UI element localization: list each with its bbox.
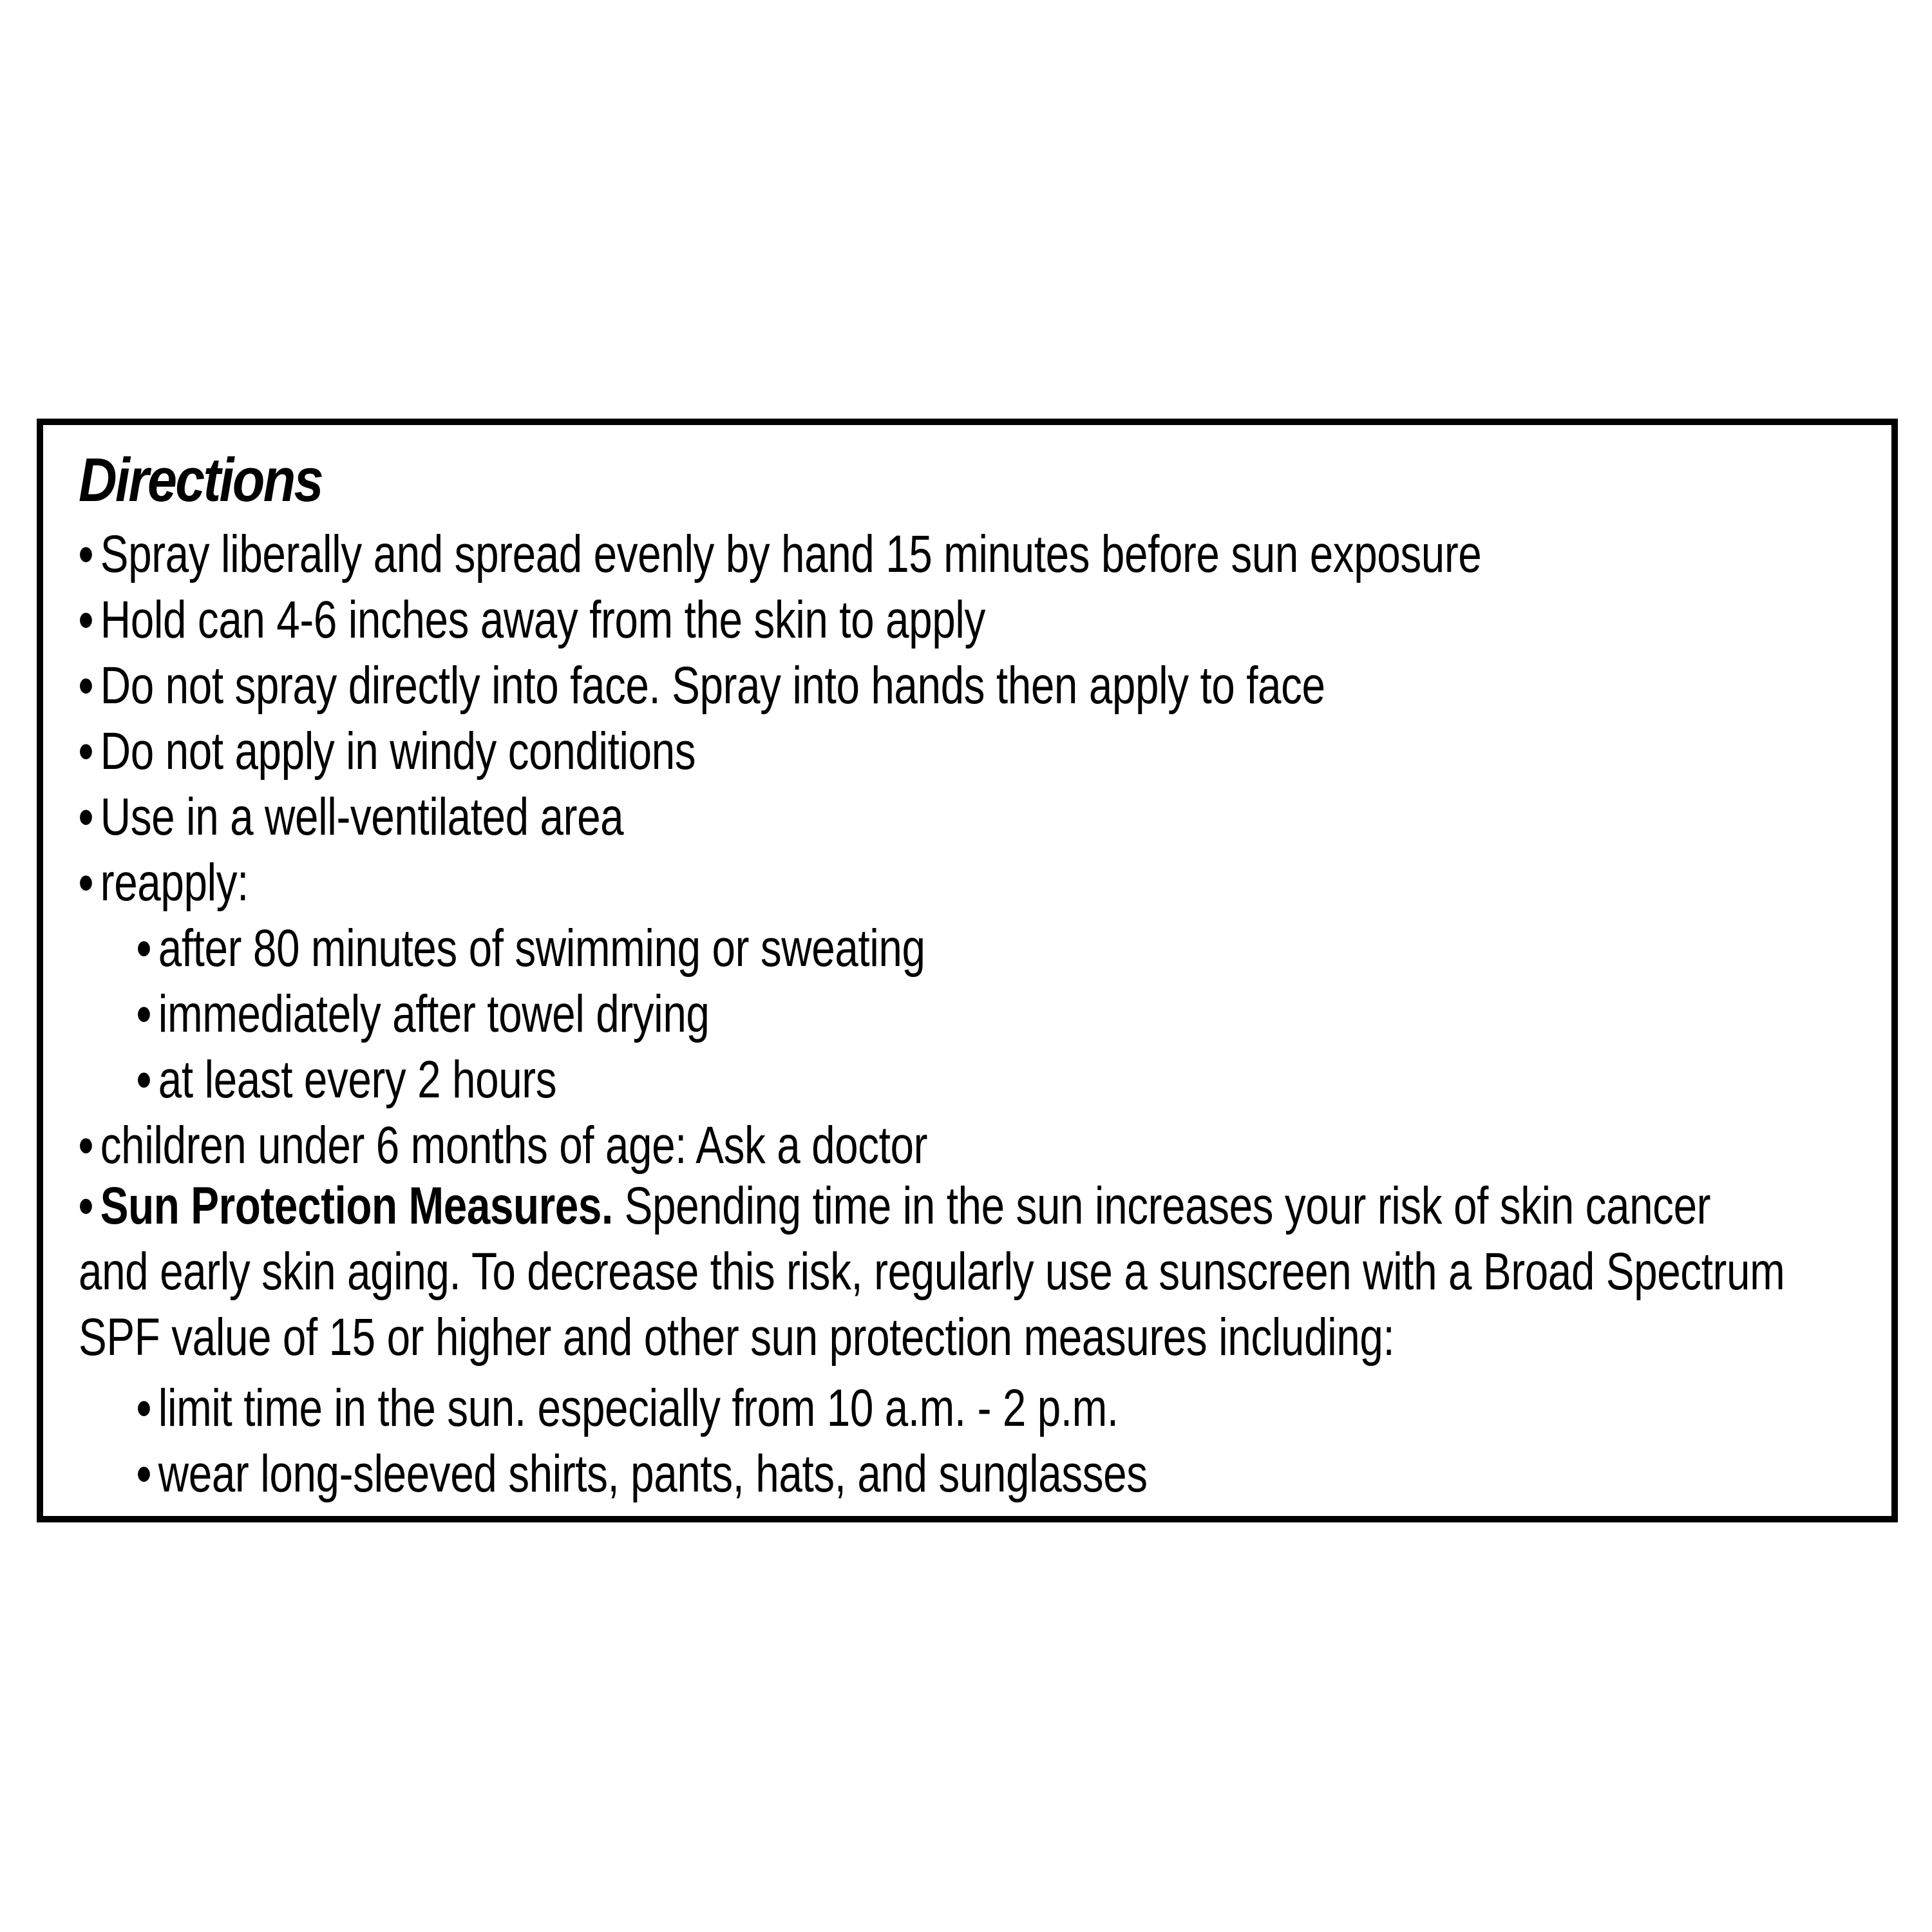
list-item xyxy=(79,788,624,846)
sub-list-item xyxy=(137,985,710,1043)
list-item-text: Hold can 4-6 inches away from the skin to apply xyxy=(100,591,985,649)
sun-protection-line: SPF value of 15 or higher and other sun protection measures including: xyxy=(79,1308,1395,1367)
bullet-icon: • xyxy=(79,1116,93,1175)
bullet-icon: • xyxy=(79,853,93,912)
list-item xyxy=(79,591,985,649)
sub-list-item-text: after 80 minutes of swimming or sweating xyxy=(158,919,925,978)
sub-list-item xyxy=(137,919,925,978)
list-item-text: Do not apply in windy conditions xyxy=(100,722,696,781)
bullet-icon: • xyxy=(137,1050,151,1109)
bullet-icon: • xyxy=(79,525,93,583)
bullet-icon: • xyxy=(137,1444,151,1503)
list-item xyxy=(79,525,1482,583)
list-item-text: Do not spray directly into face. Spray into hands then apply to face xyxy=(100,656,1325,715)
sun-protection-paragraph xyxy=(79,1173,1785,1370)
list-item-text: Use in a well-ventilated area xyxy=(100,788,624,846)
list-item-text: reapply: xyxy=(100,853,249,912)
sub-list-item-text: limit time in the sun. especially from 10 a.m. - 2 p.m. xyxy=(158,1379,1119,1437)
bullet-icon: • xyxy=(79,656,93,715)
bullet-icon: • xyxy=(79,591,93,649)
list-item xyxy=(79,1116,928,1175)
list-item-text: children under 6 months of age: Ask a doctor xyxy=(100,1116,928,1175)
bullet-icon: • xyxy=(137,1379,151,1437)
directions-heading: Directions xyxy=(79,446,322,515)
sun-protection-line: and early skin aging. To decrease this risk, regularly use a sunscreen with a Broad Spectrum xyxy=(79,1242,1785,1301)
bullet-icon: • xyxy=(79,788,93,846)
sub-list-item-text: wear long-sleeved shirts, pants, hats, and sunglasses xyxy=(158,1444,1148,1503)
sub-list-item-text: immediately after towel drying xyxy=(158,985,710,1043)
sun-protection-title: Sun Protection Measures. xyxy=(100,1177,613,1235)
list-item xyxy=(79,656,1325,715)
sub-list-item xyxy=(137,1444,1148,1503)
sun-protection-text: Spending time in the sun increases your risk of skin cancer xyxy=(612,1177,1711,1235)
sub-list-item xyxy=(137,1050,557,1109)
list-item xyxy=(79,853,249,912)
directions-panel xyxy=(37,419,1898,1522)
bullet-icon: • xyxy=(79,722,93,781)
bullet-icon: • xyxy=(137,985,151,1043)
sun-protection-line xyxy=(79,1173,1785,1239)
bullet-icon: • xyxy=(79,1177,93,1235)
sub-list-item-text: at least every 2 hours xyxy=(158,1050,557,1109)
bullet-icon: • xyxy=(137,919,151,978)
list-item-text: Spray liberally and spread evenly by hand 15 minutes before sun exposure xyxy=(100,525,1482,583)
list-item xyxy=(79,722,696,781)
sub-list-item xyxy=(137,1379,1119,1437)
